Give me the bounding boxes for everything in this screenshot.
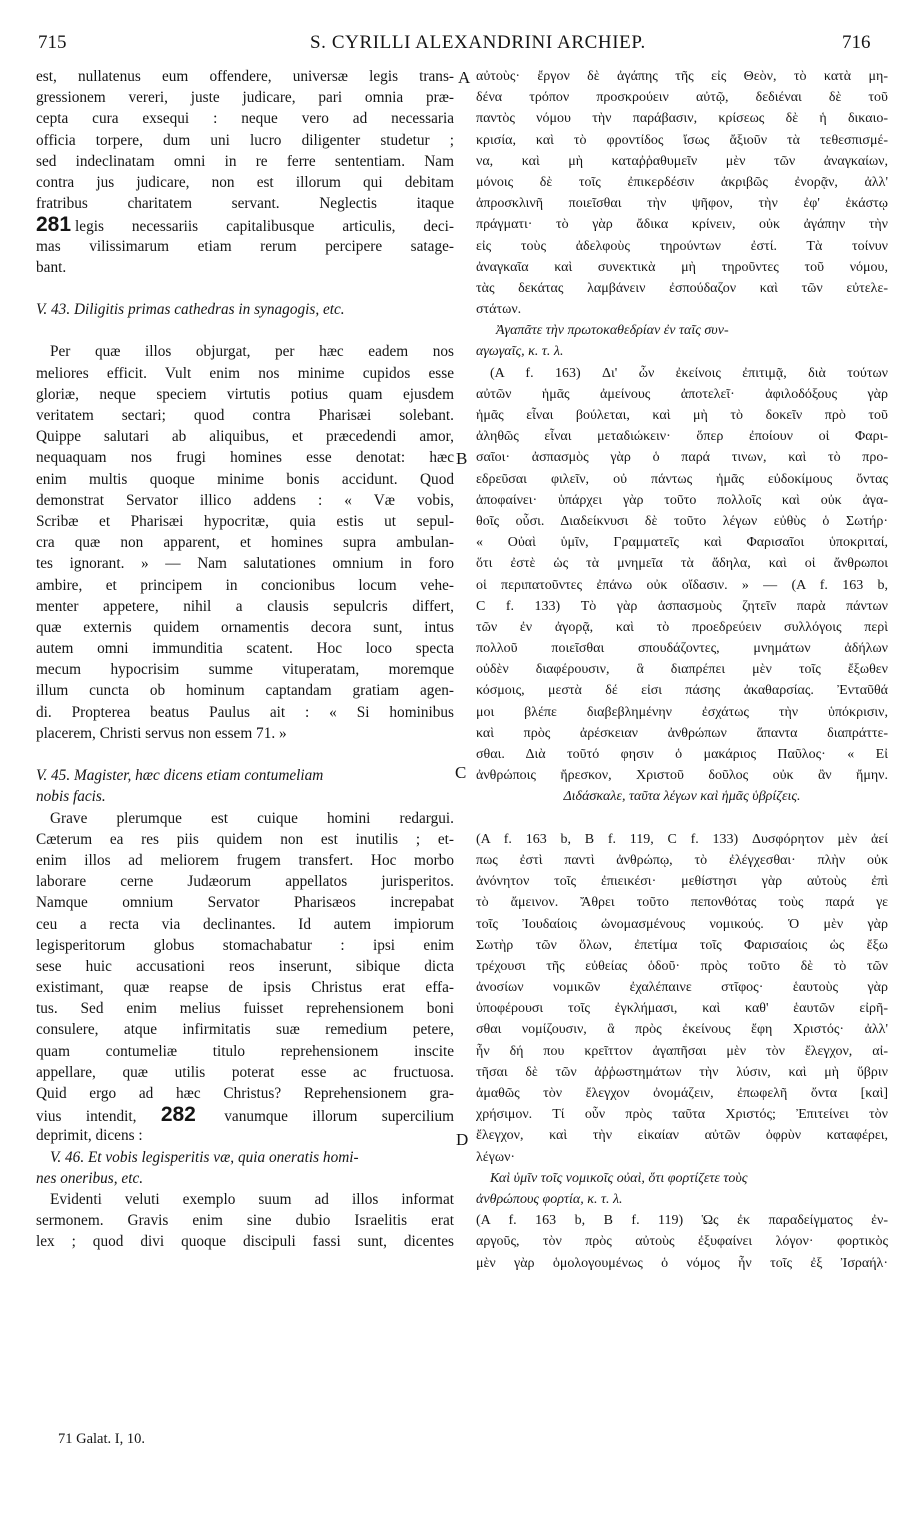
verse-heading: nobis facis. [36, 788, 106, 806]
greek-line: οὐδὲν διαφέρουσιν, ἃ διαπρέπει μὲν τοῖς ἔξωθεν [476, 662, 888, 678]
latin-line: sese huic accusationi reos inserunt, sibique dicta [36, 957, 454, 975]
latin-line: meliores efficit. Vult enim nos minime cupidos esse [36, 364, 454, 382]
greek-line: θοῖς οὖσι. Διαδείκνυσι δὲ τοῦτο λέγων εὐθὺς ὁ Σωτήρ· [476, 513, 888, 529]
latin-line: demonstrat Servator illico addens : « Væ vobis, [36, 491, 454, 509]
latin-line: enim multis quoque minime bonis accidunt. Quod [36, 470, 454, 488]
greek-line: τοῖς Ἰουδαίοις ὠνομασμένους νομικούς. Ὁ μὲν γὰρ [476, 916, 888, 932]
margin-letter-d: D [456, 1130, 469, 1149]
latin-line: tes ignorant. » — Nam salutationes omnium in foro [36, 555, 454, 573]
greek-line: τὸ ἄμεινον. Ἄθρει τοῦτο πεπονθότας τοὺς παρά γε [476, 895, 888, 911]
greek-line: (A f. 163 b, B f. 119) Ὡς ἐκ παραδείγματος ἐν- [476, 1213, 888, 1229]
greek-verse-heading: Καὶ ὑμῖν τοῖς νομικοῖς οὐαὶ, ὅτι φορτίζετε τοὺς [490, 1170, 748, 1186]
greek-line: (A f. 163 b, B f. 119, C f. 133) Δυσφόρητον μὲν ἀεί [476, 831, 888, 847]
latin-line: Scribæ et Pharisæi hypocritæ, quia estis ut sepul- [36, 512, 454, 530]
verse-heading: V. 46. Et vobis legisperitis væ, quia oneratis homi- [50, 1148, 359, 1166]
latin-gap [36, 744, 454, 765]
greek-line: « Οὐαὶ ὑμῖν, Γραμματεῖς καὶ Φαρισαῖοι ὑποκριταί, [476, 535, 888, 551]
latin-line-with-number [36, 214, 454, 235]
greek-line: σθαι. Διὰ τοῦτό φησιν ὁ μακάριος Παῦλος· « Εἰ [476, 747, 888, 762]
greek-line: ἦν δή που κρεῖττον ἀγαπῆσαι μὲν τὸν ἔλεγχον, αἰ- [476, 1043, 888, 1059]
latin-line: Cæterum ea res piis quidem non est inutilis ; et- [36, 830, 454, 848]
greek-line: πως ἐστὶ παντὶ ἀνθρώπῳ, τὸ ἐλέγχεσθαι· πλὴν οὐκ [476, 852, 888, 868]
greek-line: ἔλεγχον, καὶ τὴν εἰκαίαν αὐτῶν ὀφρὺν καταφέρει, [476, 1128, 888, 1144]
latin-line: sermonem. Gravis enim sine dubio Israelitis erat [36, 1212, 454, 1230]
greek-line: ἀνθρώποις ἤρεσκον, Χριστοῦ δοῦλος οὐκ ἂν ἤμην. [476, 768, 888, 784]
greek-line: ἡμᾶς εἶναι βούλεται, καὶ μὴ τὸ δοκεῖν πρὸ τοῦ [476, 408, 888, 423]
latin-line-text: legis necessariis capitalibusque articulis, deci- [75, 218, 454, 236]
latin-line: tus. Sed enim melius fuisset reprehensionem boni [36, 1000, 454, 1018]
latin-line: gloriæ, neque speciem virtutis potius quam ejusdem [36, 385, 454, 403]
latin-line: cra quæ non apparent, et homines supra ambulan- [36, 534, 454, 552]
greek-line: ἀποφαίνει· ὑπάρχει γὰρ τοῦτο πολλοῖς καὶ οὐκ ἀγα- [476, 492, 888, 508]
column-number-281: 281 [36, 214, 72, 236]
greek-line: C f. 133) Τὸ γὰρ ἀσπασμοὺς ζητεῖν παρὰ πάντων [476, 598, 888, 614]
latin-line: enim illos ad meliorem frugem transfert. Hoc morbo [36, 851, 454, 869]
latin-line: quam contumeliæ titulo reprehensionem inscite [36, 1042, 454, 1060]
greek-verse-heading: αγωγαῖς, κ. τ. λ. [476, 344, 564, 360]
latin-column [36, 66, 454, 1253]
greek-line: σαῖοι· ἀσπασμὸς γὰρ ὁ παρά τινων, καὶ τὸ προ- [476, 450, 888, 466]
greek-line: στάτων. [476, 302, 522, 318]
greek-line: μὲν γὰρ ὁμολογουμένως ὁ νόμος ἦν τοῖς ἐξ Ἰσραήλ· [476, 1255, 888, 1271]
greek-line: αργοῦς, τὸν πρὸς αὐτοὺς ἐξυφαίνει λόγον· φορτικὸς [476, 1234, 888, 1250]
latin-line-with-number [36, 1104, 454, 1125]
greek-verse-heading: Ἀγαπᾶτε τὴν πρωτοκαθεδρίαν ἐν ταῖς συν- [496, 323, 729, 339]
greek-line: μοι βλέπε διαβεβλημένην ἐσχάτως τὴν ὑπόκρισιν, [476, 704, 888, 720]
latin-line: lex ; quod divi quoque discipuli fassi sunt, dicentes [36, 1233, 454, 1251]
greek-line: σθαι νομίζουσιν, ἃ πρὸς ἐκείνους ἔφη Χριστός· ἀλλ' [476, 1022, 888, 1038]
greek-line: αὐτῶν ἡμᾶς ἀμείνους ἀποτελεῖ· ἀφιλοδόξους γὰρ [476, 386, 888, 402]
latin-line: contra jus judicare, non est illorum qui debitam [36, 173, 454, 191]
greek-line: μόνοις δὲ τοῖς ἐπικερδέσιν ἀκριβῶς ἐνορᾷν, ἀλλ' [476, 174, 888, 190]
latin-line: gressionem vereri, juste judicare, pari omnia præ- [36, 89, 454, 107]
latin-line: sed indeclinatam omni in re ferre sententiam. Nam [36, 152, 454, 170]
greek-line: πράγματι· τὸ γὰρ ἄδικα κρίνειν, οὐκ ἀγάπην τὴν [476, 217, 888, 233]
latin-line: Quippe salutari ab aliquibus, et præcedendi amor, [36, 428, 454, 446]
latin-line: autem omni immunditia scatent. Hoc loco specta [36, 640, 454, 658]
latin-line: quæ externis quidem ornamentis decora sunt, intus [36, 618, 454, 636]
latin-line: di. Propterea beatus Paulus ait : « Si hominibus [36, 703, 454, 721]
greek-line: ὅτι ἐστὲ ὡς τὰ μνημεῖα τὰ ἄδηλα, καὶ οἱ ἄνθρωποι [476, 556, 888, 572]
latin-line: legisperitorum globus stomachabatur : ipsi enim [36, 936, 454, 954]
latin-line: est, nullatenus eum offendere, universæ legis trans- [36, 68, 454, 85]
greek-line: τῆσαι δὲ τῶν ἀῤῥωστημάτων τὴν λύσιν, καὶ μὴ ὕβριν [476, 1064, 888, 1080]
latin-line: existimant, quæ reapse de ipsis Christus erat effa- [36, 979, 454, 997]
verse-heading: nes oneribus, etc. [36, 1169, 144, 1187]
latin-line: laborare cerne Judæorum appellatos jurisperitos. [36, 873, 454, 891]
latin-line: cepta cura exsequi : neque vero ad necessaria [36, 110, 454, 128]
latin-line: Evidenti veluti exemplo suum ad illos informat [50, 1190, 454, 1208]
page-number-left: 715 [38, 32, 67, 53]
latin-line: officia torpere, dum uni lucro diligenter studetur ; [36, 131, 454, 149]
latin-line: deprimit, dicens : [36, 1127, 143, 1145]
latin-line: Grave plerumque est cuique homini redargui. [50, 809, 454, 827]
latin-gap [36, 320, 454, 341]
latin-line: Namque omnium Servator Pharisæos increpabat [36, 894, 454, 912]
running-title: S. CYRILLI ALEXANDRINI ARCHIEP. [310, 32, 646, 53]
greek-verse-heading: ἀνθρώπους φορτία, κ. τ. λ. [476, 1191, 623, 1207]
greek-line: δένα τρόπον προσκρούειν αὐτῷ, δεδιέναι δὲ τοῦ [476, 90, 888, 106]
greek-line: ἀνόνητον τοῖς ἐπιεικέσι· μεθίστησι γὰρ αὐτοὺς ἐπὶ [476, 874, 888, 890]
greek-line: εἰς τοὺς ἀδελφοὺς τηρούντων ἐστί. Τὰ τοίνυν [476, 238, 888, 254]
greek-line: ὑποφέρουσι τοῖς ἐγκλήμασι, καὶ καθ' ἑαυτῶν εἰρῆ- [476, 1001, 888, 1017]
greek-line: πολλοῦ ποιεῖσθαι σπουδάζοντες, μνημάτων ἀδήλων [476, 641, 888, 657]
margin-letter-b: B [456, 449, 468, 468]
latin-line: mecum hypocrisim summe vituperatam, moremque [36, 661, 454, 679]
greek-line: τῶν ἐν ἀγορᾷ, καὶ τὸ προεδρεύειν συλλόγοις περὶ [476, 619, 888, 635]
latin-line: placerem, Christi servus non essem 71. » [36, 724, 287, 742]
latin-line: ceu a recta via declinantes. Id autem impiorum [36, 915, 454, 933]
greek-line: κρισία, καὶ τὸ φροντίδος ἴσως ἄξιοῦν τὰ τεθεσπισμέ- [476, 132, 888, 148]
latin-line: ambire, et principem in concionibus locum vehe- [36, 576, 454, 594]
greek-line: λέγων· [476, 1149, 516, 1165]
latin-line: Quid ergo ad hæc Christus? Reprehensionem gra- [36, 1085, 454, 1102]
greek-line: να, καὶ μὴ καταῤῥαθυμεῖν μὲν τῶν ἀναγκαίων, [476, 153, 888, 169]
latin-line: appellare, quæ utilis poterat esse ac fructuosa. [36, 1063, 454, 1081]
greek-line: κόσμοις, μεστὰ δέ εἰσι πάσης ἀκαθαρσίας. Ἐνταῦθά [476, 683, 888, 699]
greek-line: χρήσιμον. Τί οὖν πρὸς ταῦτα Χριστός; Ἐπιτείνει τὸν [476, 1107, 888, 1123]
greek-verse-heading: Διδάσκαλε, ταῦτα λέγων καὶ ἡμᾶς ὑβρίζεις. [563, 789, 801, 805]
latin-line: veritatem sectari; quod contra Pharisæi solebant. [36, 407, 454, 424]
latin-line: menter appetere, nihil a clausis sepulcris differt, [36, 597, 454, 615]
greek-line: εδρεῦσαι φιλεῖν, οὐ πάντως ἡμᾶς εὐδοκίμους ὄντας [476, 471, 888, 487]
greek-line: ἀμαθῶς τὸν ἔλεγχον ὀνομάζειν, ἐπωφελῆ ὄντα [καὶ] [476, 1086, 888, 1101]
greek-line: ἀληθῶς εἶναι μεταδιώκειν· ὅπερ ἐποίουν οἱ Φαρι- [476, 429, 888, 445]
latin-line: illum cuncta ob hominum captandam gratiam agen- [36, 682, 454, 700]
latin-line-text: vius intendit, [36, 1108, 161, 1126]
greek-line: παντὸς νόμου τὴν παράβασιν, κρίσεως δὲ ἡ δικαιο- [476, 111, 888, 127]
greek-gap [476, 808, 888, 829]
greek-line: ἀναγκαῖα καὶ συνεκτικὰ μὴ τηροῦντες τοῦ νόμου, [476, 259, 888, 275]
footnote: 71 Galat. I, 10. [58, 1431, 145, 1447]
latin-line: mas vilissimarum etiam rerum percipere satage- [36, 237, 454, 255]
verse-heading: V. 43. Diligitis primas cathedras in synagogis, etc. [36, 301, 345, 319]
page-number-right: 716 [842, 32, 871, 53]
greek-line: τὰς δεκάτας λαμβάνειν ἐσπούδαζον καὶ τῶν εὐτελε- [476, 280, 888, 296]
latin-line: consulere, atque infirmitatis suæ remedium petere, [36, 1021, 454, 1039]
greek-line: καὶ πρὸς ἀρέσκειαν ἀνθρώπων ἅπαντα διαπράττε- [476, 725, 888, 741]
greek-line: (A f. 163) Δι' ὧν ἐκείνοις ἐπιτιμᾷ, διὰ τούτων [490, 365, 888, 381]
latin-line: fratribus charitatem servant. Neglectis itaque [36, 195, 454, 213]
column-number-282: 282 [160, 1104, 196, 1126]
greek-column [476, 66, 888, 1274]
latin-line: Per quæ illos objurgat, per hæc eadem nos [50, 343, 454, 361]
greek-line: Σωτὴρ τῶν ὅλων, ἐπετίμα τοῖς Φαρισαίοις ὡς ἔξω [476, 937, 888, 953]
greek-line: οἱ περιπατοῦντες ἐπάνω οὐκ οἴδασιν. » — (A f. 163 b, [476, 577, 888, 593]
greek-line: ἀπροσκλινῆ ποιεῖσθαι τὴν ψῆφον, τὴν ἐφ' ἑκάστῳ [476, 196, 888, 212]
margin-letter-a: A [458, 68, 471, 87]
latin-line-text: vanumque illorum supercilium [199, 1108, 454, 1126]
margin-letter-c: C [455, 763, 467, 782]
latin-line: nequaquam nos frugi homines esse denotat: hæc [36, 449, 454, 467]
latin-gap [36, 278, 454, 299]
greek-line: τρέχουσι τῆς εὐθείας ὁδοῦ· πρὸς τοῦτο δὲ τὸ τῶν [476, 958, 888, 974]
verse-heading: V. 45. Magister, hæc dicens etiam contumeliam [36, 767, 324, 785]
running-header [0, 32, 922, 60]
greek-line: ἀνοσίων νομικῶν ἐχαλέπαινε στῖφος· ἑαυτοὺς γὰρ [476, 980, 888, 996]
greek-line: αὐτοὺς· ἔργον δὲ ἀγάπης τῆς εἰς Θεὸν, τὸ κατὰ μη- [476, 69, 888, 84]
latin-line: bant. [36, 258, 67, 276]
